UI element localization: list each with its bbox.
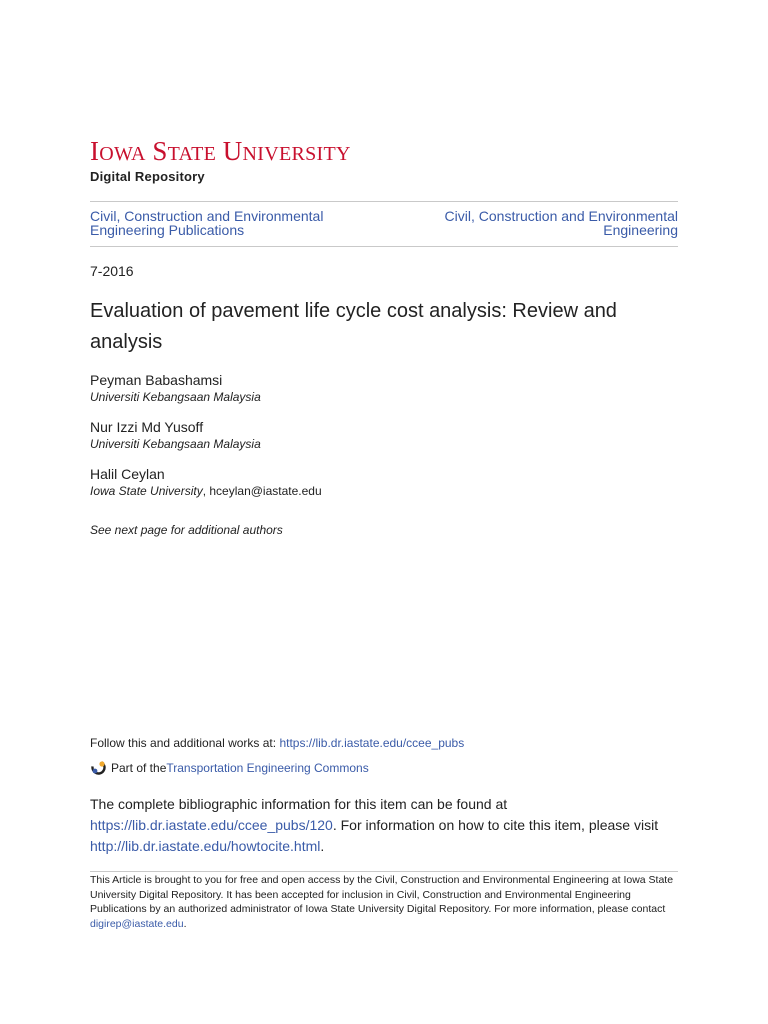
commons-link[interactable]: Transportation Engineering Commons	[166, 760, 369, 775]
article-title: Evaluation of pavement life cycle cost analysis: Review and analysis	[90, 300, 617, 353]
publication-date: 7-2016	[90, 263, 134, 279]
author-affiliation: Universiti Kebangsaan Malaysia	[90, 390, 261, 404]
breadcrumb-publications-link[interactable]: Civil, Construction and Environmental Engineering Publications	[90, 208, 324, 238]
author-email: , hceylan@iastate.edu	[202, 484, 322, 498]
cover-page	[90, 0, 678, 1024]
logo-subtitle: Digital Repository	[90, 169, 205, 184]
collection-url-link[interactable]: https://lib.dr.iastate.edu/ccee_pubs	[279, 736, 465, 750]
author-entry	[90, 466, 678, 500]
notice-divider	[90, 871, 678, 872]
author-affiliation: Iowa State University, hceylan@iastate.edu	[90, 484, 322, 498]
author-name: Halil Ceylan	[90, 466, 165, 482]
author-entry	[90, 419, 678, 453]
author-entry	[90, 372, 678, 406]
author-affiliation: Universiti Kebangsaan Malaysia	[90, 437, 261, 451]
part-of-line: Part of the Transportation Engineering Commons	[90, 759, 369, 776]
follow-line: Follow this and additional works at: https://lib.dr.iastate.edu/ccee_pubs	[90, 736, 465, 750]
item-url-link[interactable]: https://lib.dr.iastate.edu/ccee_pubs/120	[90, 817, 333, 833]
university-logo[interactable]	[90, 137, 351, 184]
contact-email-link[interactable]: digirep@iastate.edu	[90, 917, 184, 930]
top-divider	[90, 201, 678, 202]
howtocite-link[interactable]: http://lib.dr.iastate.edu/howtocite.html	[90, 838, 321, 854]
breadcrumb-department-link[interactable]: Civil, Construction and Environmental Engineering	[444, 208, 678, 238]
bibliographic-info: The complete bibliographic information for this item can be found at https://lib.dr.iastate.edu/ccee_pubs/120. For information on how to cite this item, please visit http://lib.dr.iastate.edu/howtocite.html.	[90, 796, 659, 854]
author-list	[90, 372, 678, 513]
author-name: Peyman Babashamsi	[90, 372, 223, 388]
author-name: Nur Izzi Md Yusoff	[90, 419, 204, 435]
additional-authors-note: See next page for additional authors	[90, 523, 283, 537]
creative-commons-icon	[90, 759, 107, 776]
access-notice: This Article is brought to you for free and open access by the Civil, Construction and Environmental Engineering at Iowa State University Digital Repository. It has been accepted for inclusion in Civil, Construction and Environmental Engineering Publications by an authorized administrator of Iowa State University Digital Repository. For more information, please contact digirep@iastate.edu.	[90, 874, 674, 930]
logo-wordmark: IOWA STATE UNIVERSITY	[90, 136, 351, 166]
breadcrumb-divider	[90, 246, 678, 247]
